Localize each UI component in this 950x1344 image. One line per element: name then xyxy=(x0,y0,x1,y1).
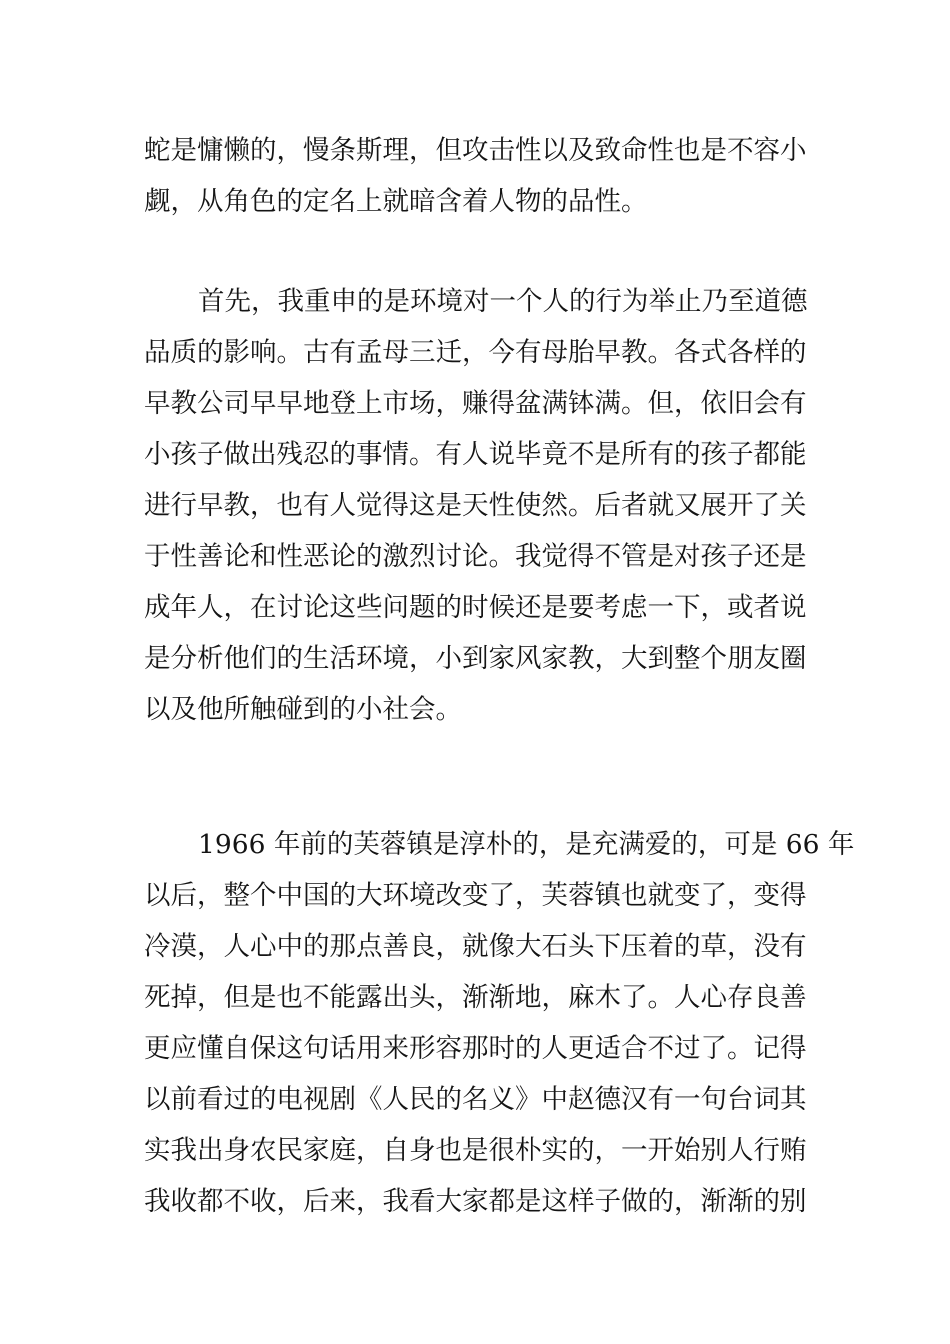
text-line: 首先，我重申的是环境对一个人的行为举止乃至道德 xyxy=(198,286,808,317)
text-line: 我收都不收，后来，我看大家都是这样子做的，渐渐的别 xyxy=(144,1186,807,1217)
text-line: 早教公司早早地登上市场，赚得盆满钵满。但，依旧会有 xyxy=(144,388,807,419)
text-line: 死掉，但是也不能露出头，渐渐地，麻木了。人心存良善 xyxy=(144,982,807,1013)
text-line: 以前看过的电视剧《人民的名义》中赵德汉有一句台词其 xyxy=(144,1084,807,1115)
text-line: 觑，从角色的定名上就暗含着人物的品性。 xyxy=(144,186,648,217)
text-line: 是分析他们的生活环境，小到家风家教，大到整个朋友圈 xyxy=(144,643,807,674)
text-line: 实我出身农民家庭，自身也是很朴实的，一开始别人行贿 xyxy=(144,1135,807,1166)
text-line: 冷漠，人心中的那点善良，就像大石头下压着的草，没有 xyxy=(144,931,807,962)
text-line: 以及他所触碰到的小社会。 xyxy=(144,694,462,725)
paragraph-environment-influence xyxy=(144,276,806,735)
paragraph-snake-character xyxy=(144,125,806,227)
paragraph-furong-town xyxy=(144,819,855,1227)
text-line: 以后，整个中国的大环境改变了，芙蓉镇也就变了，变得 xyxy=(144,880,807,911)
text-line: 更应懂自保这句话用来形容那时的人更适合不过了。记得 xyxy=(144,1033,807,1064)
text-line: 蛇是慵懒的，慢条斯理，但攻击性以及致命性也是不容小 xyxy=(144,135,807,166)
text-line: 成年人，在讨论这些问题的时候还是要考虑一下，或者说 xyxy=(144,592,807,623)
text-line: 于性善论和性恶论的激烈讨论。我觉得不管是对孩子还是 xyxy=(144,541,807,572)
text-line: 1966 年前的芙蓉镇是淳朴的，是充满爱的，可是 66 年 xyxy=(198,829,855,860)
text-line: 进行早教，也有人觉得这是天性使然。后者就又展开了关 xyxy=(144,490,807,521)
text-line: 小孩子做出残忍的事情。有人说毕竟不是所有的孩子都能 xyxy=(144,439,807,470)
text-line: 品质的影响。古有孟母三迁，今有母胎早教。各式各样的 xyxy=(144,337,807,368)
